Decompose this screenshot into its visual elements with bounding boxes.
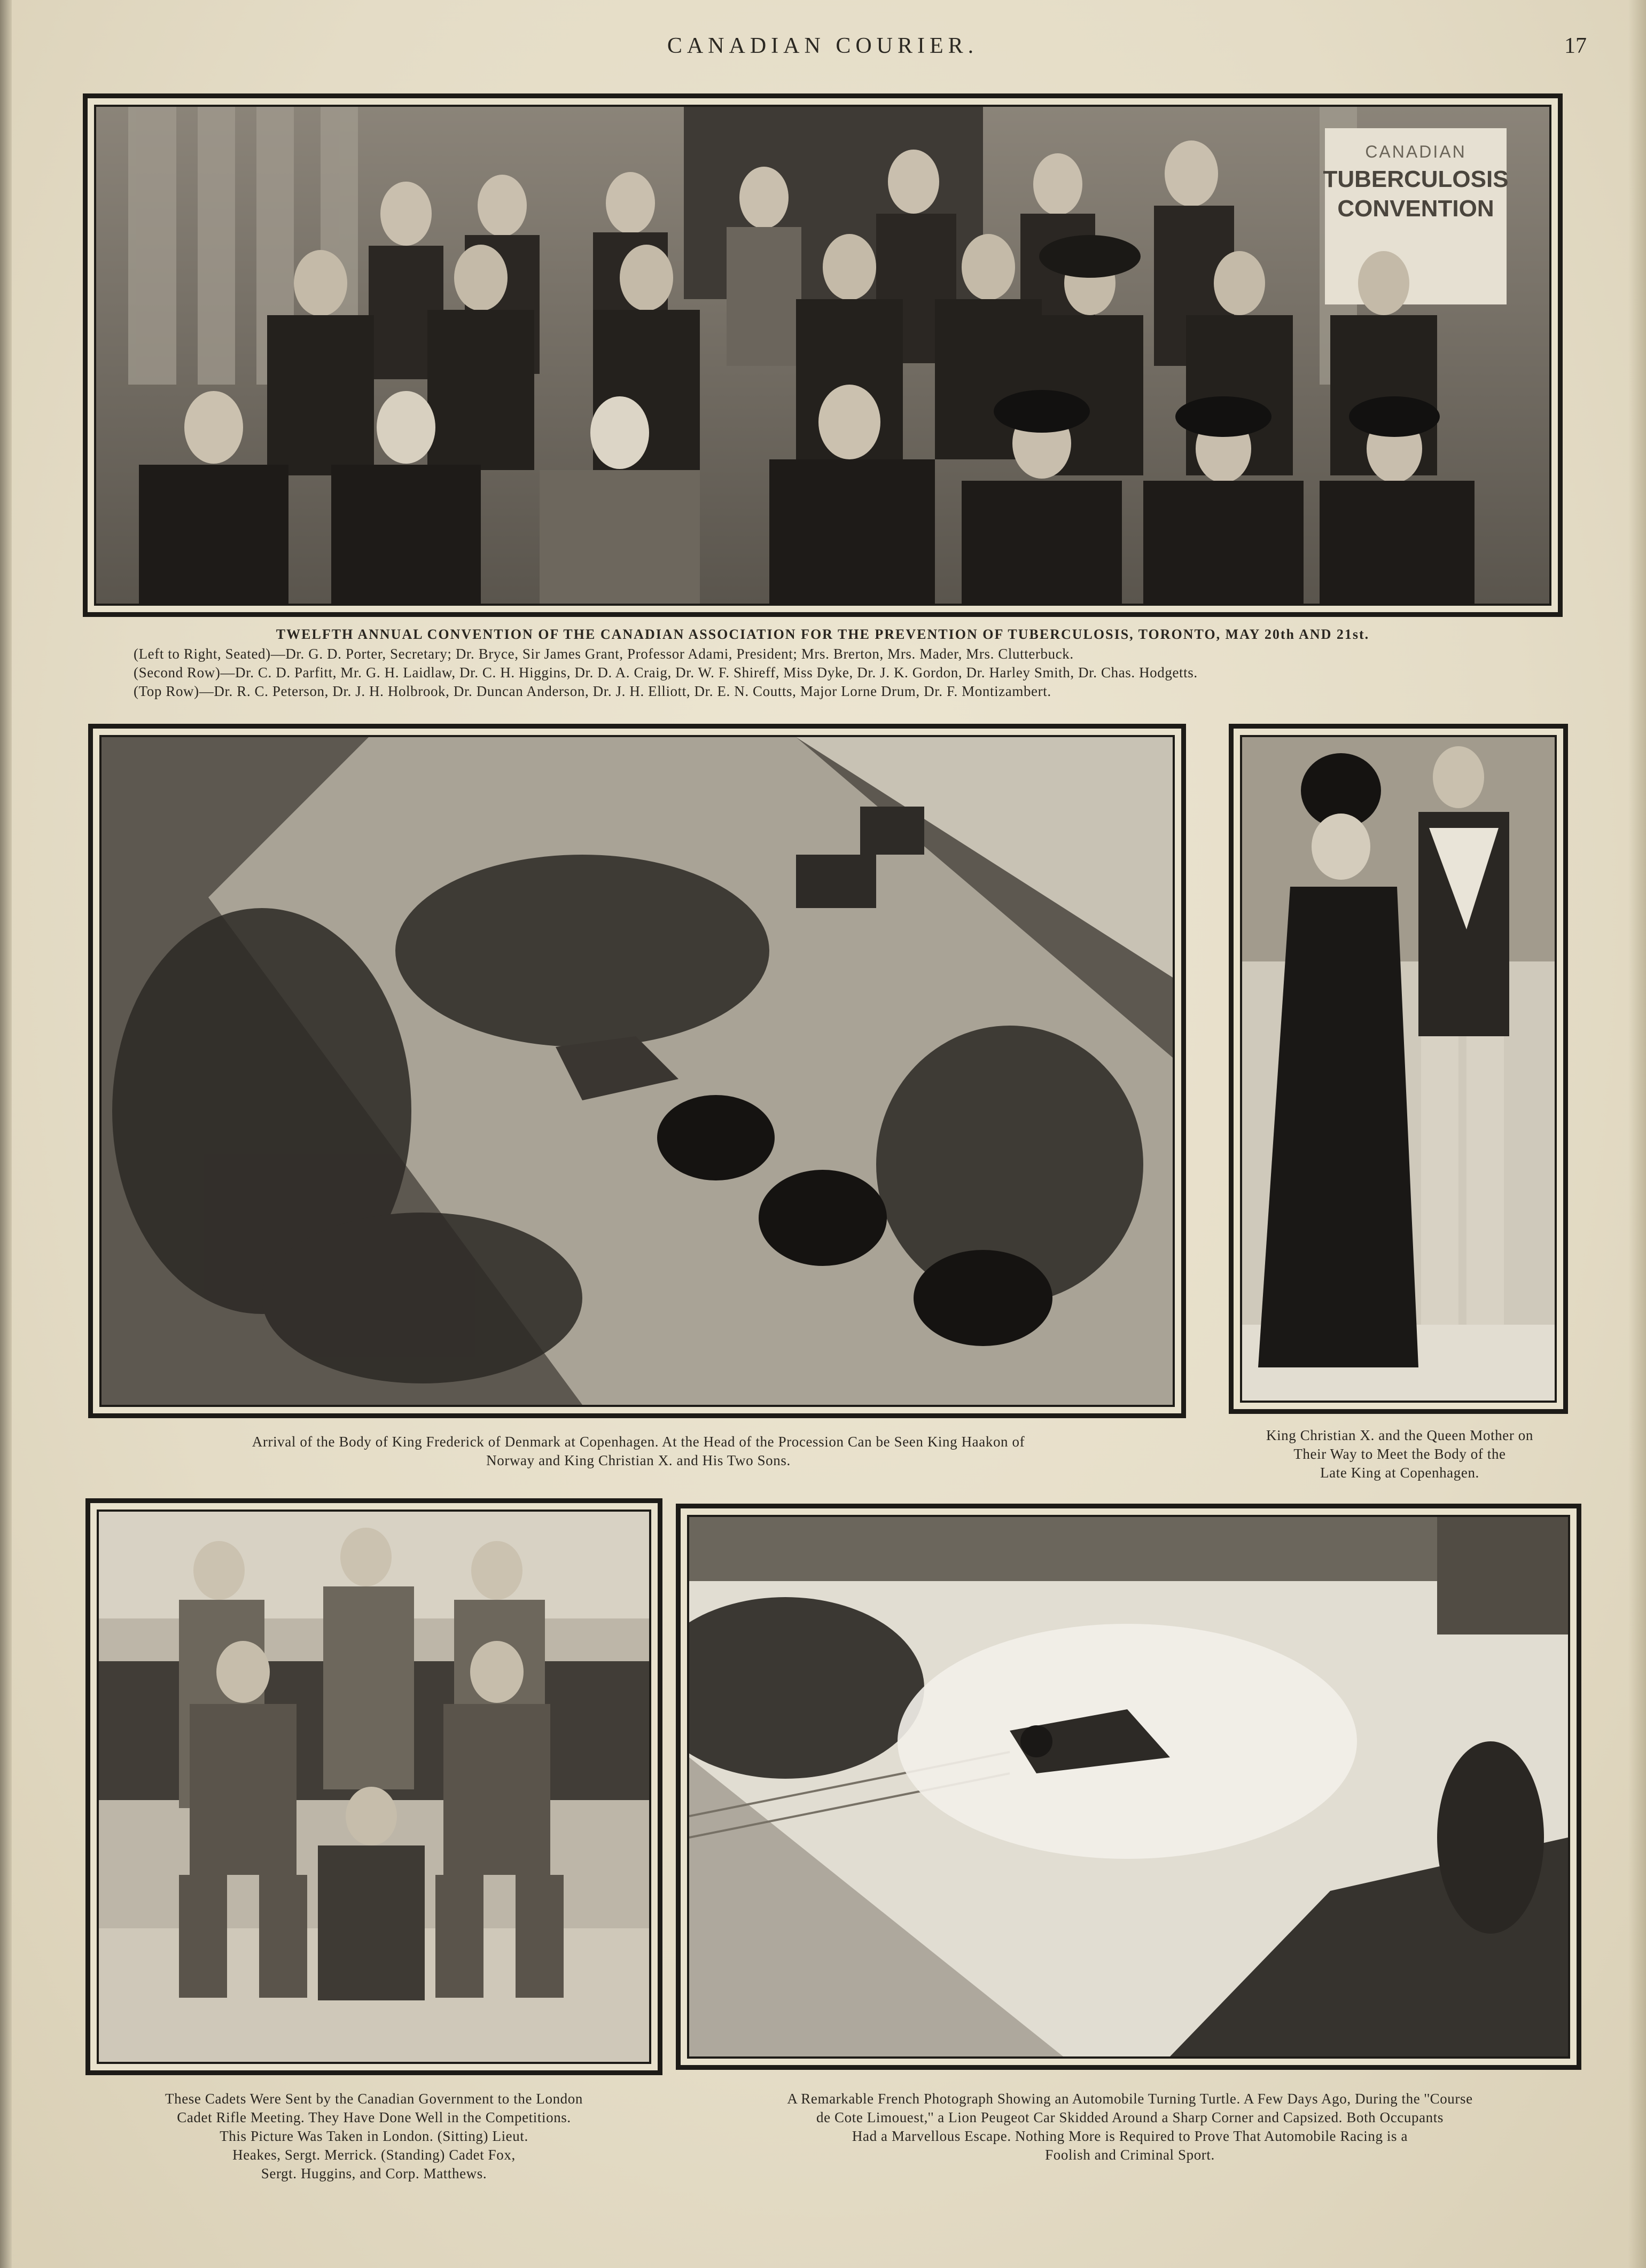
publication-title: CANADIAN COURIER. [667, 34, 979, 58]
automobile-caption-line-2: de Cote Limouest,'' a Lion Peugeot Car Skidded Around a Sharp Corner and Capsized. Both Occupants [816, 2109, 1444, 2125]
automobile-caption-line-4: Foolish and Criminal Sport. [1045, 2147, 1215, 2163]
king-and-queen-mother-photo [1242, 737, 1555, 1401]
cadets-group-photo [99, 1512, 649, 2062]
page-edge-shadow [1628, 0, 1646, 2268]
automobile-crash-photo [689, 1517, 1568, 2056]
automobile-photo-frame [676, 1504, 1581, 2070]
king-caption-line-3: Late King at Copenhagen. [1320, 1465, 1479, 1481]
funeral-photo-frame [88, 724, 1186, 1418]
funeral-caption-line-2: Norway and King Christian X. and His Two Sons. [486, 1452, 791, 1468]
cadets-caption [75, 2090, 673, 2183]
king-caption [1213, 1426, 1587, 1482]
cadets-caption-line-4: Heakes, Sergt. Merrick. (Standing) Cadet Fox, [232, 2147, 516, 2163]
convention-photo-frame [83, 93, 1563, 617]
king-photo [1240, 735, 1557, 1403]
cadets-photo [97, 1510, 651, 2064]
cadets-caption-line-5: Sergt. Huggins, and Corp. Matthews. [261, 2165, 487, 2181]
page-number: 17 [1564, 34, 1587, 58]
automobile-caption-line-3: Had a Marvellous Escape. Nothing More is Required to Prove That Automobile Racing is a [852, 2128, 1408, 2144]
automobile-caption [665, 2090, 1595, 2164]
convention-caption-seated: (Left to Right, Seated)—Dr. G. D. Porter, Secretary; Dr. Bryce, Sir James Grant, Professor Adami, President; Mrs. Brerton, Mrs. Mader, Mrs. Clutterbuck. [134, 646, 1074, 662]
convention-group-photo [96, 107, 1549, 604]
convention-caption-top-row: (Top Row)—Dr. R. C. Peterson, Dr. J. H. Holbrook, Dr. Duncan Anderson, Dr. J. H. Elliott, Dr. E. N. Coutts, Major Lorne Drum, Dr. F. Montizambert. [134, 683, 1051, 699]
cadets-caption-line-2: Cadet Rifle Meeting. They Have Done Well in the Competitions. [177, 2109, 571, 2125]
convention-caption-title: TWELFTH ANNUAL CONVENTION OF THE CANADIAN ASSOCIATION FOR THE PREVENTION OF TUBERCULOSIS, TORONTO, MAY 20th AND 21st. [276, 627, 1370, 642]
cadets-caption-line-1: These Cadets Were Sent by the Canadian Government to the London [165, 2091, 583, 2107]
sign-line-3: CONVENTION [1337, 195, 1494, 222]
cadets-photo-frame [85, 1498, 662, 2075]
funeral-photo [99, 735, 1175, 1407]
page-spine-shadow [0, 0, 12, 2268]
convention-photo [94, 105, 1551, 606]
funeral-caption-line-1: Arrival of the Body of King Frederick of Denmark at Copenhagen. At the Head of the Procession Can be Seen King Haakon of [252, 1434, 1025, 1450]
funeral-caption [102, 1433, 1175, 1470]
cadets-caption-line-3: This Picture Was Taken in London. (Sitting) Lieut. [220, 2128, 528, 2144]
king-photo-frame [1229, 724, 1568, 1414]
sign-line-1: CANADIAN [1365, 142, 1466, 161]
sign-line-2: TUBERCULOSIS [1323, 166, 1509, 192]
convention-caption [134, 625, 1512, 701]
automobile-photo [687, 1515, 1570, 2059]
convention-caption-second-row: (Second Row)—Dr. C. D. Parfitt, Mr. G. H. Laidlaw, Dr. C. H. Higgins, Dr. D. A. Craig, Dr. W. F. Shireff, Miss Dyke, Dr. J. K. Gordon, Dr. Harley Smith, Dr. Chas. Hodgetts. [134, 664, 1198, 681]
automobile-caption-line-1: A Remarkable French Photograph Showing an Automobile Turning Turtle. A Few Days Ago, During the ''Course [787, 2091, 1473, 2107]
king-caption-line-2: Their Way to Meet the Body of the [1293, 1446, 1506, 1462]
funeral-procession-photo [102, 737, 1173, 1405]
king-caption-line-1: King Christian X. and the Queen Mother on [1266, 1427, 1533, 1443]
